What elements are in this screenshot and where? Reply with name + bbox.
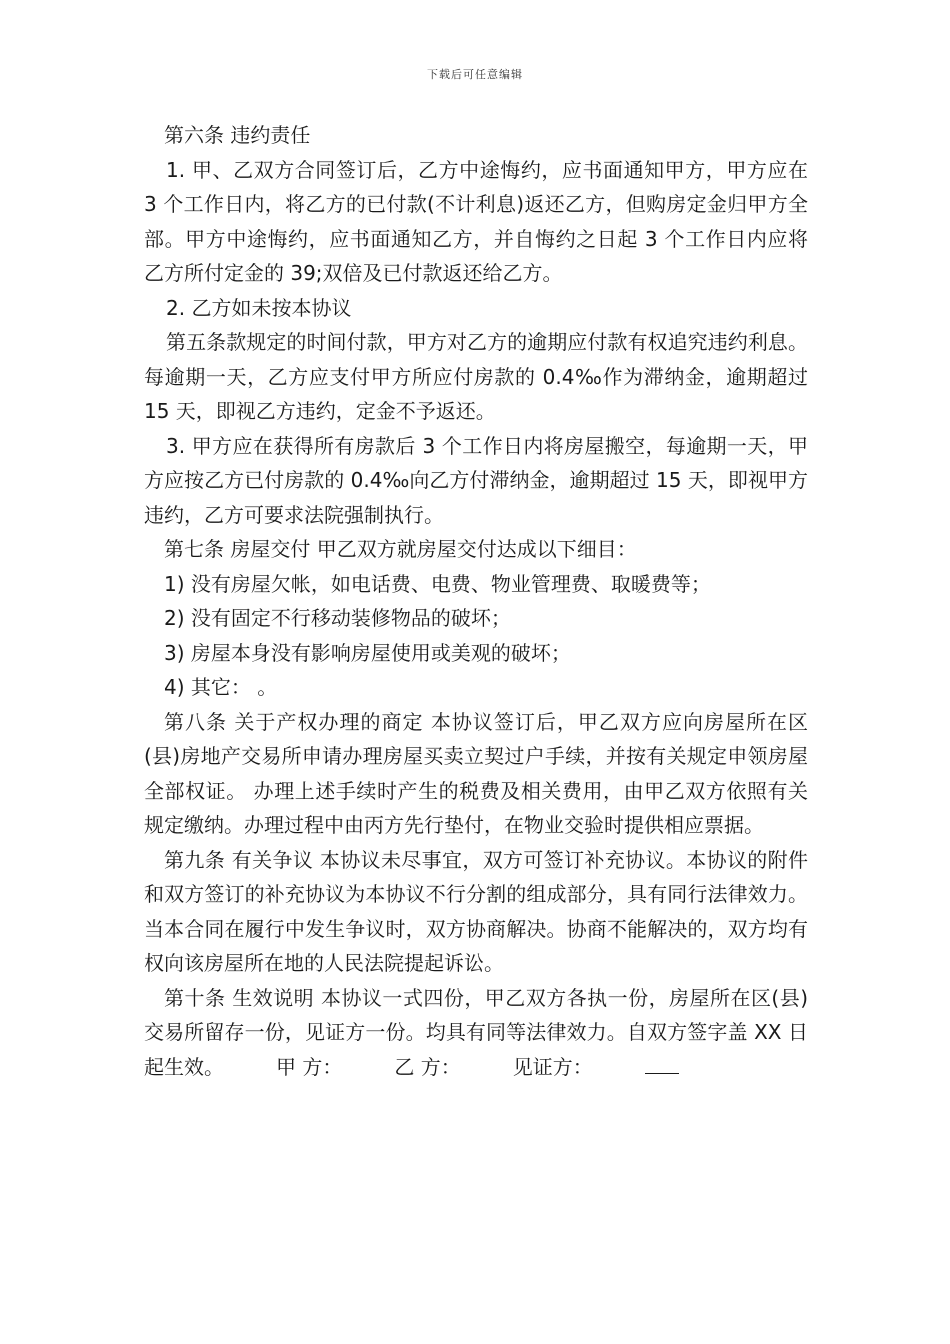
article-7-item-1: 1) 没有房屋欠帐，如电话费、电费、物业管理费、取暖费等； bbox=[164, 571, 711, 596]
article-6-clause-2: 2. 乙方如未按本协议 bbox=[166, 295, 352, 320]
signature-block bbox=[224, 1055, 679, 1079]
witness-signature-label: 见证方： bbox=[512, 1054, 593, 1079]
document-body bbox=[144, 118, 808, 1084]
article-6-clause-1: 1. 甲、乙双方合同签订后，乙方中途悔约，应书面通知甲方，甲方应在 3 个工作日内，将乙方的已付款(不计利息)返还乙方，但购房定金归甲方全部。甲方中途悔约，应书面通知乙方，并自悔约之日起 3 个工作日内应将乙方所付定金的 39;双倍及已付款返还给乙方。 bbox=[144, 157, 808, 285]
party-a-signature-label: 甲 方： bbox=[276, 1054, 343, 1079]
signature-blank-line bbox=[645, 1053, 679, 1074]
article-8: 第八条 关于产权办理的商定 本协议签订后，甲乙双方应向房屋所在区(县)房地产交易所申请办理房屋买卖立契过户手续，并按有关规定申领房屋全部权证。 办理上述手续时产生的税费及相关费用，由甲乙双方依照有关规定缴纳。办理过程中由丙方先行垫付，在物业交验时提供相应票据。 bbox=[144, 709, 808, 837]
article-7-item-2: 2) 没有固定不行移动装修物品的破坏； bbox=[164, 606, 511, 630]
article-7-title: 第七条 房屋交付 甲乙双方就房屋交付达成以下细目： bbox=[164, 537, 637, 561]
article-7-item-3: 3) 房屋本身没有影响房屋使用或美观的破坏； bbox=[164, 640, 571, 665]
party-b-signature-label: 乙 方： bbox=[394, 1054, 461, 1079]
article-9: 第九条 有关争议 本协议未尽事宜，双方可签订补充协议。本协议的附件和双方签订的补充协议为本协议不行分割的组成部分，具有同行法律效力。当本合同在履行中发生争议时，双方协商解决。协商不能解决的，双方均有权向该房屋所在地的人民法院提起诉讼。 bbox=[144, 847, 808, 975]
article-6-clause-3: 3. 甲方应在获得所有房款后 3 个工作日内将房屋搬空，每逾期一天，甲方应按乙方已付房款的 0.4‰向乙方付滞纳金，逾期超过 15 天，即视甲方违约，乙方可要求法院强制执行。 bbox=[144, 433, 808, 527]
article-10 bbox=[144, 981, 808, 1085]
article-7-item-4: 4) 其它： 。 bbox=[164, 675, 278, 699]
article-10-text: 第十条 生效说明 本协议一式四份，甲乙双方各执一份，房屋所在区(县)交易所留存一份，见证方一份。均具有同等法律效力。自双方签字盖 XX 日起生效。 bbox=[144, 985, 808, 1079]
article-6-title: 第六条 违约责任 bbox=[164, 123, 311, 147]
article-6-clause-2-continued: 第五条款规定的时间付款，甲方对乙方的逾期应付款有权追究违约利息。每逾期一天，乙方应支付甲方所应付房款的 0.4‰作为滞纳金，逾期超过 15 天，即视乙方违约，定金不予返还。 bbox=[144, 330, 808, 423]
page-header: 下载后可任意编辑 bbox=[427, 68, 523, 81]
